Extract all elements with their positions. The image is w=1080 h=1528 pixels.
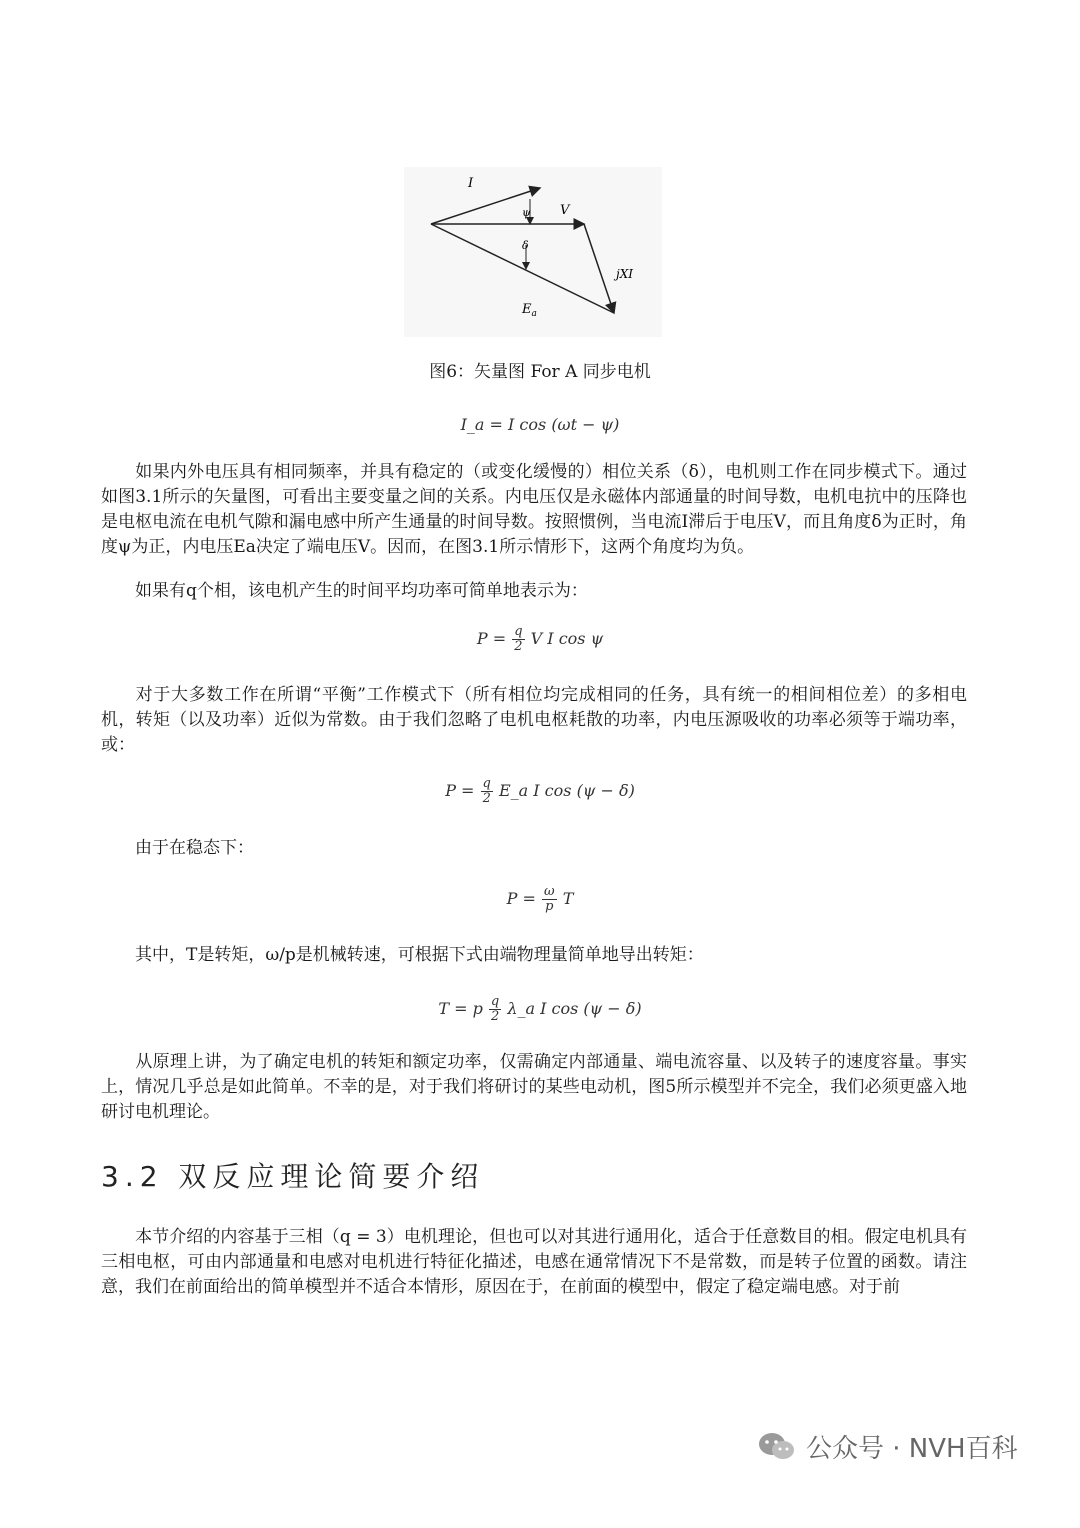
eq3-right: E_a I cos (ψ − δ) — [498, 781, 635, 800]
eq5-num: q — [490, 994, 500, 1009]
eq3-left: P = — [445, 781, 475, 800]
section-heading: 3.2 双反应理论简要介绍 — [101, 1160, 485, 1193]
equation-power-terminal — [0, 625, 1080, 654]
eq5-left: T = p — [438, 999, 483, 1018]
paragraph-7-text: 本节介绍的内容基于三相（q = 3）电机理论，但也可以对其进行通用化，适合于任意数目的相。假定电机具有三相电枢，可由内部通量和电感对电机进行特征化描述，电感在通常情况下不是常数，而是转子位置的函数。请注意，我们在前面给出的简单模型并不适合本情形，原因在于，在前面的模型中，假定了稳定端电感。对于前 — [101, 1227, 967, 1297]
eq2-right: V I cos ψ — [530, 629, 604, 648]
paragraph-5 — [101, 943, 967, 968]
equation-torque — [0, 995, 1080, 1024]
phasor-diagram — [404, 167, 662, 337]
paragraph-5-text: 其中，T是转矩，ω/p是机械转速，可根据下式由端物理量简单地导出转矩： — [135, 945, 704, 965]
paragraph-1 — [101, 460, 967, 560]
eq2-num: q — [514, 624, 523, 639]
paragraph-2 — [101, 579, 967, 604]
label-I: I — [468, 176, 474, 191]
figure-caption: 图6：矢量图 For A 同步电机 — [429, 362, 651, 382]
label-jXI: jXI — [616, 267, 634, 281]
wechat-icon — [758, 1431, 796, 1463]
eq5-fraction — [489, 995, 501, 1024]
eq2-left: P = — [476, 629, 507, 648]
eq2-den: 2 — [514, 639, 523, 654]
paragraph-2-text: 如果有q个相，该电机产生的时间平均功率可简单地表示为： — [135, 581, 588, 601]
paragraph-7 — [101, 1225, 967, 1300]
eq3-den: 2 — [482, 791, 491, 806]
eq5-den: 2 — [490, 1009, 500, 1024]
paragraph-3-text: 对于大多数工作在所谓“平衡”工作模式下（所有相位均完成相同的任务，具有统一的相间相位差）的多相电机，转矩（以及功率）近似为常数。由于我们忽略了电机电枢耗散的功率，内电压源吸收的功率必须等于端功率，或： — [101, 685, 967, 755]
eq3-num: q — [482, 776, 491, 791]
paragraph-6-text: 从原理上讲，为了确定电机的转矩和额定功率，仅需确定内部通量、端电流容量、以及转子的速度容量。事实上，情况几乎总是如此简单。不幸的是，对于我们将研讨的某些电动机，图5所示模型并不完全，我们必须更盛入地研讨电机理论。 — [101, 1052, 967, 1122]
label-delta: δ — [522, 239, 529, 252]
paragraph-4-text: 由于在稳态下： — [135, 838, 254, 858]
eq4-left: P = — [506, 889, 536, 908]
eq2-fraction — [512, 625, 524, 654]
label-V: V — [560, 203, 570, 218]
eq5-right: λ_a I cos (ψ − δ) — [507, 999, 642, 1018]
vector-jXI — [584, 224, 614, 313]
label-Ea: $E_a$ — [522, 302, 537, 319]
watermark — [758, 1428, 1018, 1465]
eq4-fraction — [542, 885, 557, 914]
paragraph-6 — [101, 1050, 967, 1125]
paragraph-4 — [101, 836, 967, 861]
equation-power-internal — [0, 777, 1080, 806]
paragraph-1-text: 如果内外电压具有相同频率，并具有稳定的（或变化缓慢的）相位关系（δ），电机则工作在同步模式下。通过如图3.1所示的矢量图，可看出主要变量之间的关系。内电压仅是永磁体内部通量的时间导数，电机电抗中的压降也是电枢电流在电机气隙和漏电感中所产生通量的时间导数。按照惯例，当电流I滞后于电压V，而且角度δ为正时，角度ψ为正，内电压Ea决定了端电压V。因而，在图3.1所示情形下，这两个角度均为负。 — [101, 462, 967, 557]
paragraph-3 — [101, 683, 967, 758]
eq4-right: T — [562, 889, 574, 908]
vector-Ea — [431, 224, 614, 313]
label-psi: ψ — [522, 206, 531, 219]
eq3-fraction — [481, 777, 493, 806]
equation-power-torque — [0, 885, 1080, 914]
eq4-den: p — [545, 899, 554, 914]
phasor-diagram-svg — [404, 167, 662, 337]
watermark-text: 公众号 · NVH百科 — [806, 1434, 1018, 1464]
equation-current: I_a = I cos (ωt − ψ) — [460, 415, 620, 434]
eq4-num: ω — [543, 884, 555, 899]
